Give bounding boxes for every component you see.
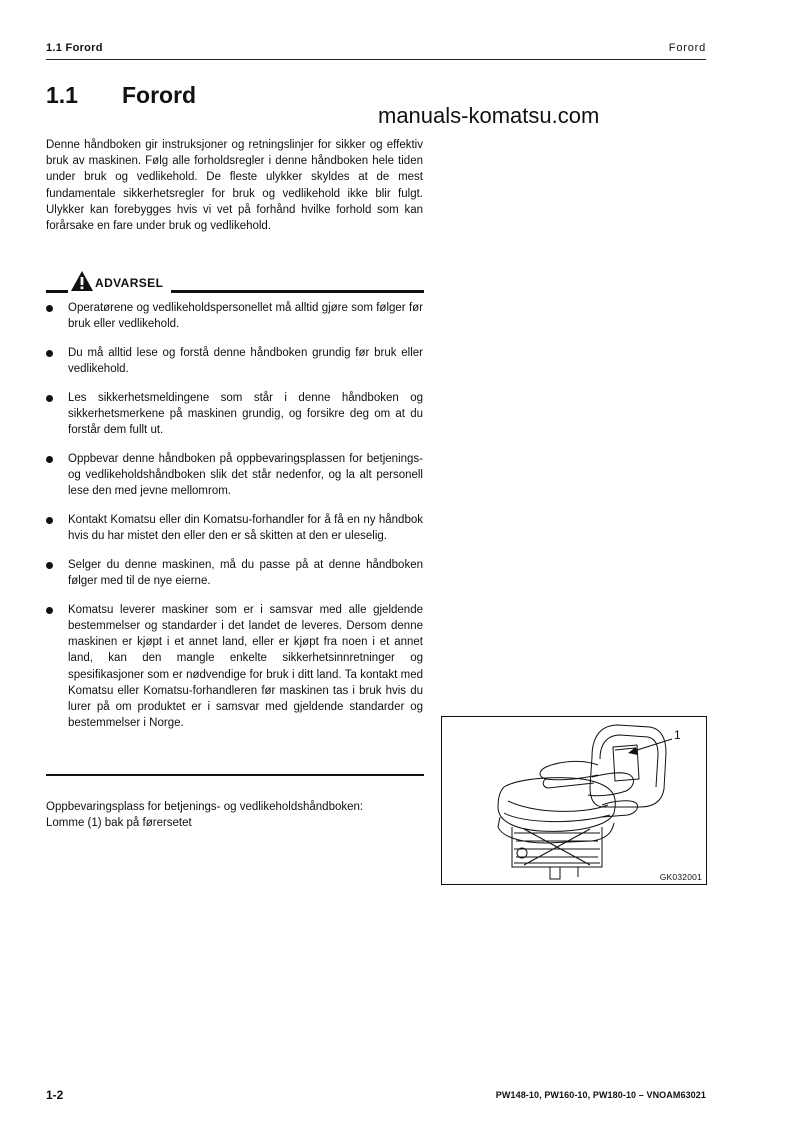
warning-triangle-icon (70, 270, 94, 292)
intro-paragraph: Denne håndboken gir instruksjoner og retningslinjer for sikker og effektiv bruk av maskinen. Følg alle forholdsregler i denne håndboken hele tiden under bruk og vedlikehold. De fleste ulykker skyldes at de mest fundamentale sikkerhetsregler for bruk og vedlikehold ikke blir fulgt. Ulykker kan forebygges hvis vi vet på forhånd hvilke forhold som kan forårsake en fare under bruk og vedlikehold. (46, 139, 423, 233)
running-header-title: Forord (668, 42, 706, 54)
figure-callout-number: 1 (674, 728, 681, 742)
bullet-icon (46, 517, 53, 524)
warning-item (46, 512, 423, 544)
bullet-icon (46, 456, 53, 463)
storage-note (46, 799, 426, 831)
section-title: Forord (122, 82, 197, 108)
running-header-section: 1.1 Forord (46, 42, 103, 54)
warning-item (46, 557, 423, 589)
warning-item-text: Operatørene og vedlikeholdspersonellet må alltid gjøre som følger før bruk eller vedlikehold. (68, 302, 423, 331)
bullet-icon (46, 607, 53, 614)
storage-note-line-2: Lomme (1) bak på førersetet (46, 817, 192, 830)
warning-item (46, 451, 423, 500)
warning-rule-right (171, 290, 424, 293)
storage-note-line-1: Oppbevaringsplass for betjenings- og vedlikeholdshåndboken: (46, 801, 364, 813)
page-number: 1-2 (46, 1088, 64, 1102)
figure-code: GK032001 (659, 872, 702, 882)
header-rule (46, 59, 706, 60)
watermark-text: manuals-komatsu.com (378, 103, 600, 128)
warning-list (46, 300, 423, 744)
warning-item-text: Kontakt Komatsu eller din Komatsu-forhandler for å få en ny håndbok hvis du har mistet den eller den er så skitten at den er uleselig. (68, 514, 423, 543)
warning-item (46, 345, 423, 377)
warning-item-text: Oppbevar denne håndboken på oppbevaringsplassen for betjenings- og vedlikeholdshåndboken slik det står nedenfor, og la alt personell lese den med jevne mellomrom. (68, 452, 423, 498)
bullet-icon (46, 350, 53, 357)
bullet-icon (46, 395, 53, 402)
seat-figure (441, 716, 707, 885)
warning-item-text: Les sikkerhetsmeldingene som står i denne håndboken og sikkerhetsmerkene på maskinen grundig, og forsikre deg om at du forstår dem fullt ut. (68, 391, 423, 437)
warning-item (46, 300, 423, 332)
footer-model-code: PW148-10, PW160-10, PW180-10 – VNOAM63021 (495, 1090, 706, 1100)
warning-item (46, 390, 423, 439)
warning-end-rule (46, 774, 424, 776)
bullet-icon (46, 562, 53, 569)
operator-seat-illustration (442, 717, 708, 886)
bullet-icon (46, 305, 53, 312)
warning-item (46, 602, 423, 732)
warning-heading (46, 266, 424, 292)
warning-item-text: Du må alltid lese og forstå denne håndboken grundig før bruk eller vedlikehold. (68, 346, 423, 376)
warning-label: ADVARSEL (95, 276, 164, 290)
warning-item-text: Komatsu leverer maskiner som er i samsvar med alle gjeldende bestemmelser og standarder i det landet de leveres. Dersom denne maskinen er kjøpt i et annet land, eller er kjøpt fra noen i et annet land, kan den mangle enkelte sikkerhetsinnretninger og spesifikasjoner som er nødvendige for bruk i ditt land. Ta kontakt med Komatsu eller Komatsu-forhandleren før maskinen tas i bruk hvis du lurer på om produktet er i samsvar med gjeldende standarder og bestemmelser i Norge. (68, 603, 423, 730)
section-number: 1.1 (46, 82, 78, 108)
warning-rule-left (46, 290, 68, 293)
warning-item-text: Selger du denne maskinen, må du passe på at denne håndboken følger med til de nye eierne. (68, 558, 423, 588)
